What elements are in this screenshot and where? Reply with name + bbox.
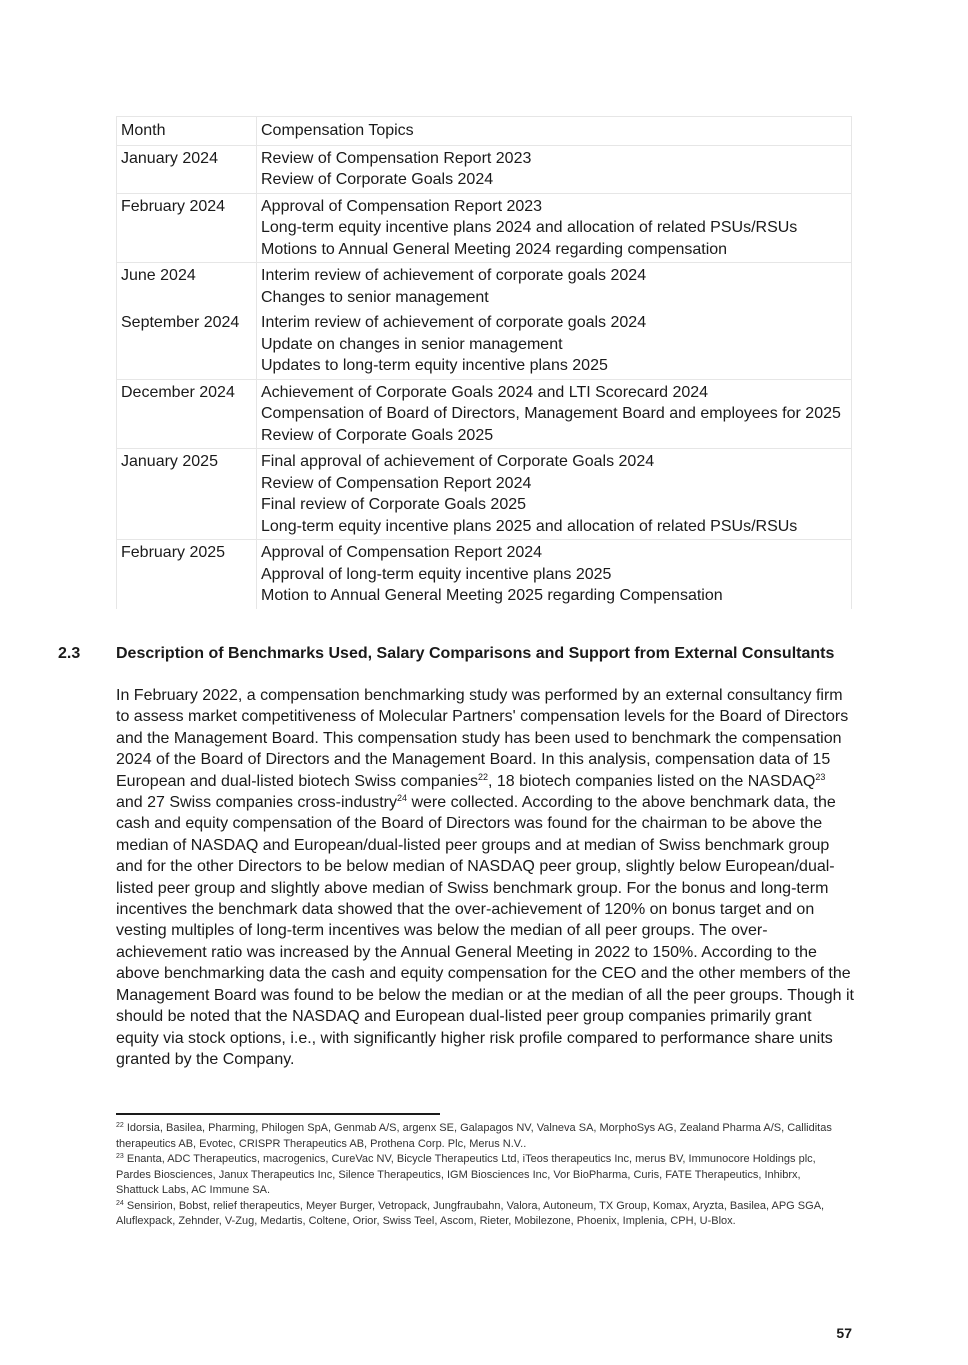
month-cell: February 2024 xyxy=(117,193,257,263)
topic-item: Final review of Corporate Goals 2025 xyxy=(261,496,527,513)
table-row xyxy=(117,379,852,449)
table-row xyxy=(117,145,852,193)
paragraph-text: and 27 Swiss companies cross-industry xyxy=(116,794,398,812)
month-column-header: Month xyxy=(117,117,257,146)
month-cell: June 2024 xyxy=(117,263,257,311)
footnote-text: Idorsia, Basilea, Pharming, Philogen SpA, Genmab A/S, argenx SE, Galapagos NV, Valneva SA, MorphoSys AG, Zealand Pharma A/S, Calliditas therapeutics AB, Evotec, CRISPR Therapeutics AB, Prothena Corp. Plc, Merus N.V.. xyxy=(116,1122,832,1150)
topics-column-header: Compensation Topics xyxy=(257,117,852,146)
month-cell: December 2024 xyxy=(117,379,257,449)
table-row xyxy=(117,310,852,379)
topic-item: Compensation of Board of Directors, Management Board and employees for 2025 xyxy=(261,405,841,422)
table-header-row xyxy=(117,117,852,146)
table-row xyxy=(117,540,852,609)
footnote-22 xyxy=(116,1121,846,1152)
topics-cell xyxy=(257,145,852,193)
topic-item: Review of Corporate Goals 2025 xyxy=(261,426,494,444)
topics-cell xyxy=(257,540,852,609)
topic-item: Review of Corporate Goals 2024 xyxy=(261,171,494,188)
footnote-ref-24: 24 xyxy=(397,793,408,804)
table-row xyxy=(117,449,852,540)
topics-cell xyxy=(257,263,852,311)
footnote-number: 22 xyxy=(116,1122,124,1129)
topics-cell xyxy=(257,449,852,540)
topics-cell xyxy=(257,193,852,263)
footnote-number: 23 xyxy=(116,1153,124,1160)
footnotes xyxy=(116,1121,846,1230)
month-cell: January 2024 xyxy=(117,145,257,193)
section-title: Description of Benchmarks Used, Salary Comparisons and Support from External Consultants xyxy=(116,645,835,662)
footnote-number: 24 xyxy=(116,1199,124,1207)
paragraph-text: , 18 biotech companies listed on the NASDAQ xyxy=(488,772,816,790)
footnote-ref-22: 22 xyxy=(478,771,489,782)
table-row xyxy=(117,193,852,263)
footnote-23 xyxy=(116,1152,846,1199)
topic-item: Long-term equity incentive plans 2025 and allocation of related PSUs/RSUs xyxy=(261,517,798,535)
topic-item: Approval of Compensation Report 2023 xyxy=(261,197,543,215)
footnote-ref-23: 23 xyxy=(815,771,826,782)
paragraph-text: In February 2022, a compensation benchmarking study was performed by an external consultancy firm to assess market competitiveness of Molecular Partners' compensation levels for the Board of Directors and the Management Board. This compensation study has been used to benchmark the compensation 2024 of the Board of Directors and the Management Board. In this analysis, compensation data of 15 European and dual-listed biotech Swiss companies xyxy=(116,687,849,790)
topic-item: Long-term equity incentive plans 2024 and allocation of related PSUs/RSUs xyxy=(261,219,798,236)
topic-item: Approval of long-term equity incentive plans 2025 xyxy=(261,565,612,583)
topic-item: Updates to long-term equity incentive plans 2025 xyxy=(261,357,608,374)
footnote-24 xyxy=(116,1199,846,1230)
footnote-divider xyxy=(116,1113,440,1115)
topic-item: Review of Compensation Report 2023 xyxy=(261,149,532,167)
topic-item: Interim review of achievement of corporate goals 2024 xyxy=(261,267,647,284)
topic-item: Final approval of achievement of Corporate Goals 2024 xyxy=(261,453,655,470)
topic-item: Approval of Compensation Report 2024 xyxy=(261,544,543,561)
topic-item: Motions to Annual General Meeting 2024 regarding compensation xyxy=(261,240,728,258)
paragraph-text: were collected. According to the above benchmark data, the cash and equity compensation of the Board of Directors was found for the chairman to be above the median of NASDAQ and European/dual-listed peer groups and at median of Swiss benchmark group and for the other Directors to be below median of NASDAQ peer group, slightly below European/dual-listed peer group and slightly above median of Swiss benchmark group. For the bonus and long-term incentives the benchmark data showed that the over-achievement of 120% on bonus target and on vesting multiples of long-term incentives was below the median of all peer groups. The over-achievement ratio was increased by the Annual General Meeting in 2022 to 150%. According to the above benchmarking data the cash and equity compensation for the CEO and the other members of the Management Board was found to be below the median or at the median of all the peer groups. Though it should be noted that the NASDAQ and European dual-listed peer group companies primarily grant equity via stock options, i.e., with significantly higher risk profile compared to performance share units granted by the Company. xyxy=(116,794,854,1068)
topic-item: Motion to Annual General Meeting 2025 regarding Compensation xyxy=(261,587,723,604)
topics-cell xyxy=(257,310,852,379)
month-cell: January 2025 xyxy=(117,449,257,540)
month-cell: February 2025 xyxy=(117,540,257,609)
topic-item: Achievement of Corporate Goals 2024 and LTI Scorecard 2024 xyxy=(261,383,709,401)
topic-item: Update on changes in senior management xyxy=(261,335,563,353)
topic-item: Changes to senior management xyxy=(261,288,489,306)
footnote-text: Enanta, ADC Therapeutics, macrogenics, CureVac NV, Bicycle Therapeutics Ltd, iTeos therapeutics Inc, merus BV, Immunocore Holdings plc, Pardes Biosciences, Janux Therapeutics Inc, Silence Therapeutics, IGM Biosciences Inc, Vor BioPharma, Curis, FATE Therapeutics, Inhibrx, Shattuck Labs, AC Immune SA. xyxy=(116,1153,816,1196)
benchmark-paragraph xyxy=(116,685,856,1070)
section-number: 2.3 xyxy=(58,645,81,662)
table-row xyxy=(117,263,852,311)
topic-item: Review of Compensation Report 2024 xyxy=(261,474,532,492)
footnote-text: Sensirion, Bobst, relief therapeutics, Meyer Burger, Vetropack, Jungfraubahn, Valora, Autoneum, TX Group, Komax, Aryzta, Basilea, APG SGA, Aluflexpack, Zehnder, V-Zug, Medartis, Coltene, Orior, Swiss Teel, Ascom, Rieter, Mobilezone, Phoenix, Implenia, CPH, U-Blox. xyxy=(116,1199,825,1227)
topic-item: Interim review of achievement of corporate goals 2024 xyxy=(261,314,647,331)
page-number: 57 xyxy=(836,1325,852,1341)
topics-cell xyxy=(257,379,852,449)
compensation-topics-table xyxy=(116,116,852,609)
month-cell: September 2024 xyxy=(117,310,257,379)
